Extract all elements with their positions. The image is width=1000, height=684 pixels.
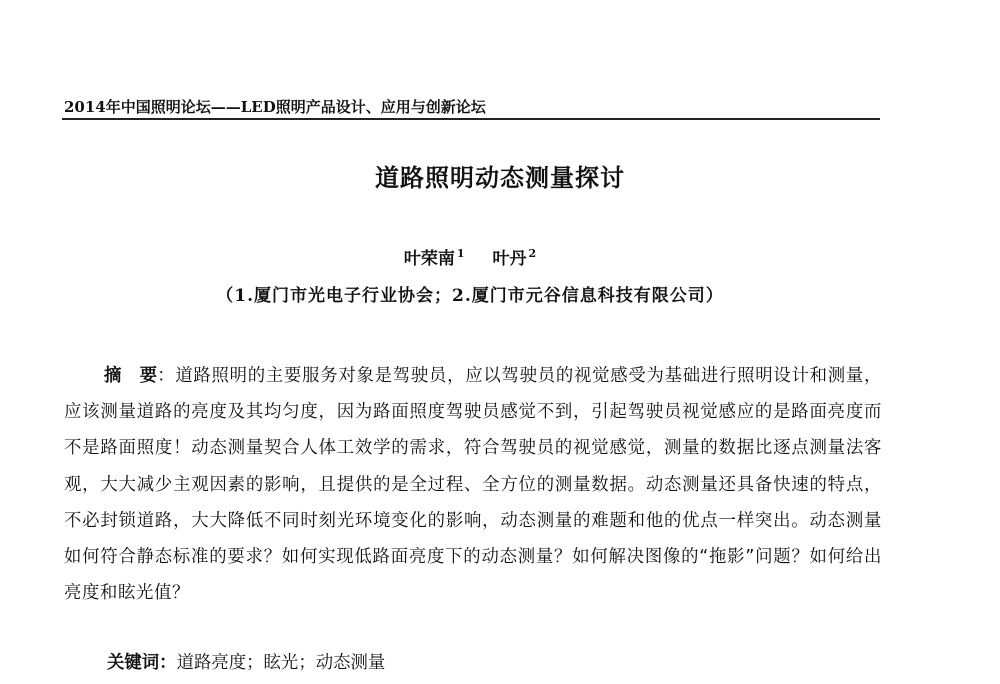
keywords-label: 关键词： — [107, 653, 177, 673]
abstract-separator: ： — [157, 366, 176, 386]
running-header: 2014年中国照明论坛——LED照明产品设计、应用与创新论坛 — [64, 98, 486, 116]
author-name: 叶荣南 — [403, 249, 455, 269]
author-name: 叶丹 — [492, 249, 527, 269]
affiliations: （1.厦门市光电子行业协会；2.厦门市元谷信息科技有限公司） — [216, 286, 724, 306]
paper-title: 道路照明动态测量探讨 — [375, 164, 625, 192]
abstract-label-char: 要 — [139, 366, 158, 386]
keywords-text: 道路亮度；眩光；动态测量 — [176, 653, 386, 673]
abstract — [64, 358, 882, 611]
author — [404, 249, 465, 269]
affiliation-mark: 2 — [528, 247, 537, 260]
affiliation-mark: 1 — [456, 247, 465, 260]
abstract-label — [104, 366, 157, 386]
abstract-text: 道路照明的主要服务对象是驾驶员，应以驾驶员的视觉感受为基础进行照明设计和测量，应该测量道路的亮度及其均匀度，因为路面照度驾驶员感觉不到，引起驾驶员视觉感应的是路面亮度而不是路面照度！动态测量契合人体工效学的需求，符合驾驶员的视觉感觉，测量的数据比逐点测量法客观，大大减少主观因素的影响，且提供的是全过程、全方位的测量数据。动态测量还具备快速的特点，不必封锁道路，大大降低不同时刻光环境变化的影响，动态测量的难题和他的优点一样突出。动态测量如何符合静态标准的要求？如何实现低路面亮度下的动态测量？如何解决图像的“拖影”问题？如何给出亮度和眩光值？ — [64, 366, 882, 604]
keywords — [107, 648, 385, 673]
abstract-label-char: 摘 — [104, 366, 122, 386]
author-list — [0, 244, 940, 269]
header-rule — [62, 118, 880, 120]
author — [492, 249, 536, 269]
